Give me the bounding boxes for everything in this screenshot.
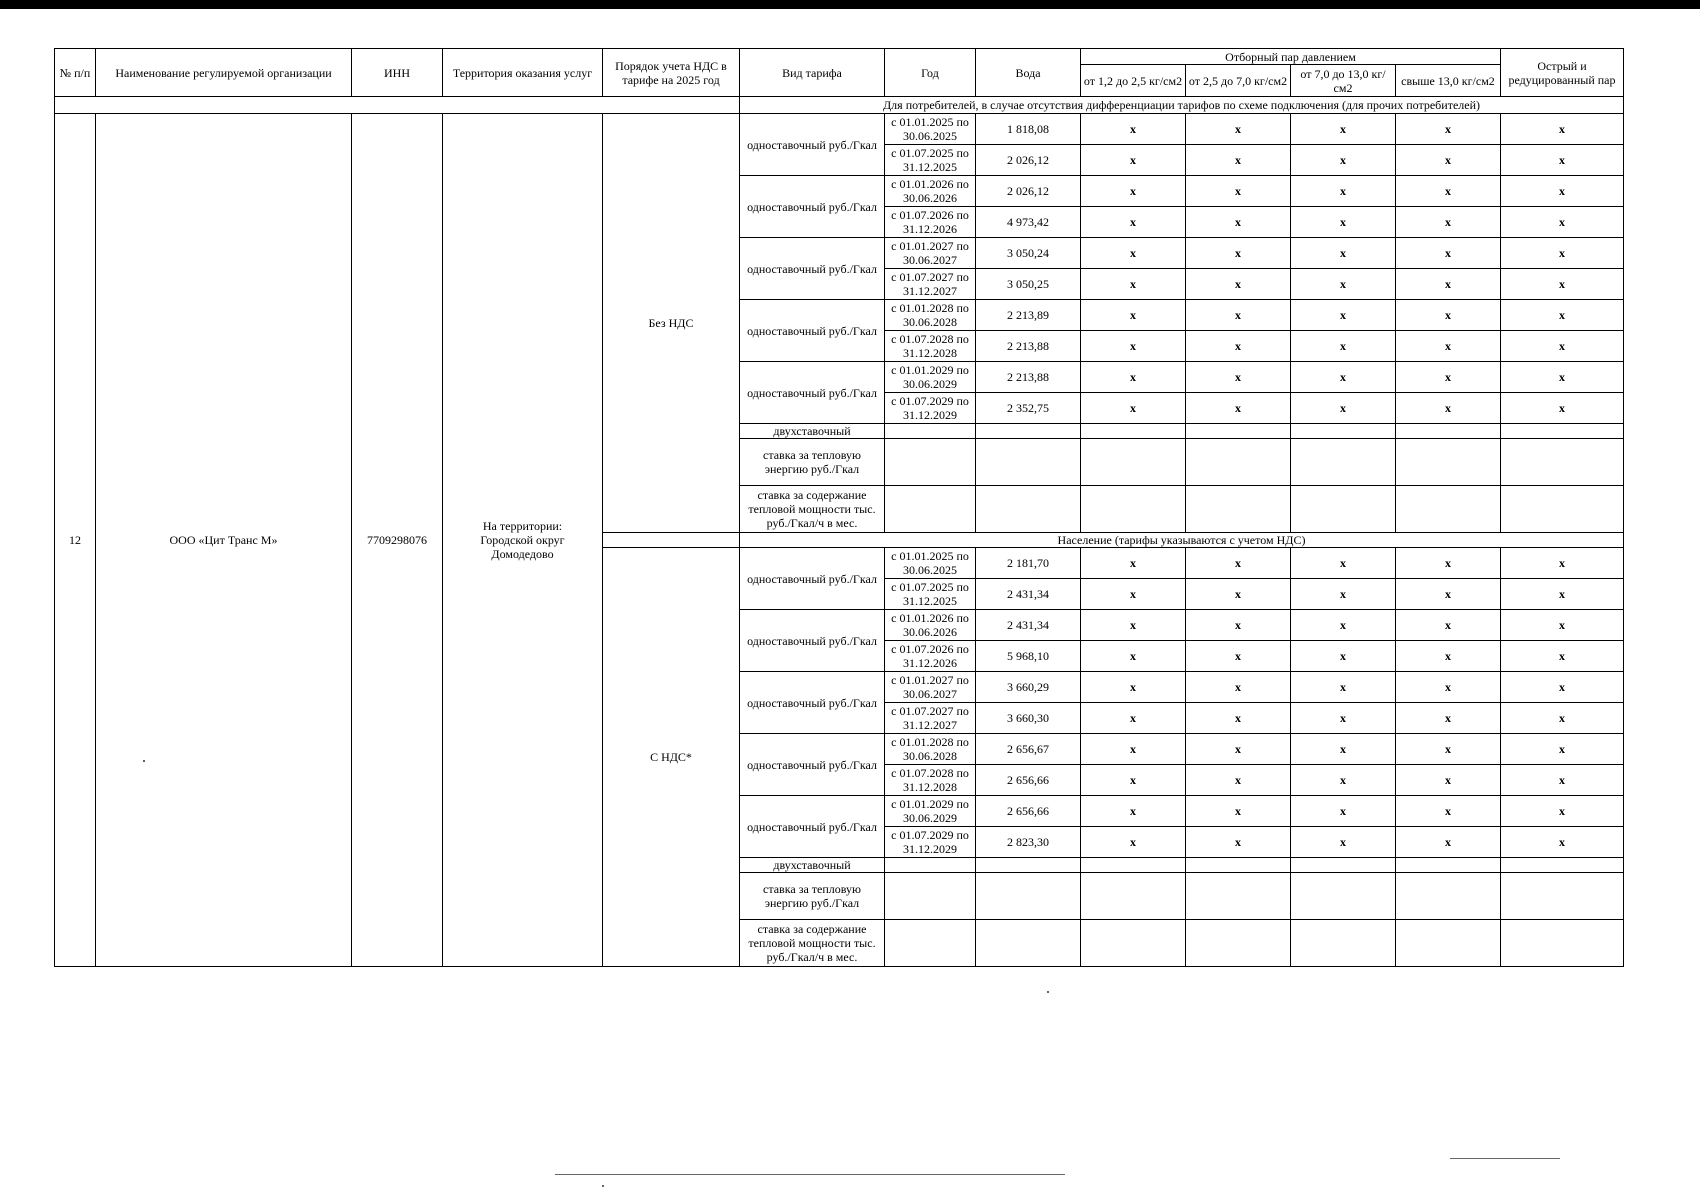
na-mark: x [1081, 393, 1186, 424]
na-mark: x [1081, 207, 1186, 238]
na-mark: x [1186, 827, 1291, 858]
period-cell: с 01.01.2025 по 30.06.2025 [885, 548, 976, 579]
empty-cell [1396, 920, 1501, 967]
water-value: 2 656,67 [976, 734, 1081, 765]
scan-artifact-dot [602, 1185, 604, 1187]
empty-cell [1081, 920, 1186, 967]
na-mark: x [1396, 641, 1501, 672]
empty-cell [1396, 439, 1501, 486]
na-mark: x [1081, 269, 1186, 300]
na-mark: x [1501, 641, 1624, 672]
na-mark: x [1186, 145, 1291, 176]
empty-cell [885, 486, 976, 533]
na-mark: x [1501, 362, 1624, 393]
period-cell: с 01.07.2027 по 31.12.2027 [885, 269, 976, 300]
header-steam-group: Отборный пар давлением [1081, 49, 1501, 65]
na-mark: x [1501, 765, 1624, 796]
scan-artifact-line [1450, 1158, 1560, 1159]
na-mark: x [1396, 362, 1501, 393]
vat-label-section_population: С НДС* [603, 548, 740, 967]
water-value: 3 660,30 [976, 703, 1081, 734]
na-mark: x [1186, 362, 1291, 393]
header-pressure-2: от 2,5 до 7,0 кг/см2 [1186, 65, 1291, 97]
water-value: 3 050,24 [976, 238, 1081, 269]
na-mark: x [1291, 641, 1396, 672]
na-mark: x [1186, 269, 1291, 300]
na-mark: x [1396, 734, 1501, 765]
header-org: Наименование регулируемой организации [96, 49, 352, 97]
empty-cell [1396, 873, 1501, 920]
na-mark: x [1501, 300, 1624, 331]
na-mark: x [1081, 827, 1186, 858]
na-mark: x [1081, 176, 1186, 207]
scan-artifact-dot [1047, 991, 1049, 993]
na-mark: x [1081, 145, 1186, 176]
water-value: 2 213,88 [976, 331, 1081, 362]
na-mark: x [1501, 269, 1624, 300]
period-cell: с 01.01.2029 по 30.06.2029 [885, 796, 976, 827]
period-cell: с 01.01.2027 по 30.06.2027 [885, 238, 976, 269]
na-mark: x [1501, 176, 1624, 207]
water-value: 2 431,34 [976, 579, 1081, 610]
tariff-type-one-part: одноставочный руб./Гкал [740, 796, 885, 858]
na-mark: x [1291, 207, 1396, 238]
section-spacer [55, 97, 740, 114]
header-inn: ИНН [352, 49, 443, 97]
na-mark: x [1291, 734, 1396, 765]
na-mark: x [1291, 176, 1396, 207]
na-mark: x [1396, 579, 1501, 610]
header-year: Год [885, 49, 976, 97]
na-mark: x [1501, 734, 1624, 765]
na-mark: x [1081, 362, 1186, 393]
empty-cell [1081, 439, 1186, 486]
na-mark: x [1291, 269, 1396, 300]
period-cell: с 01.07.2026 по 31.12.2026 [885, 207, 976, 238]
empty-cell [1186, 424, 1291, 439]
na-mark: x [1186, 796, 1291, 827]
empty-cell [1186, 873, 1291, 920]
empty-cell [1186, 858, 1291, 873]
na-mark: x [1396, 145, 1501, 176]
period-cell: с 01.07.2025 по 31.12.2025 [885, 145, 976, 176]
empty-cell [1396, 858, 1501, 873]
na-mark: x [1501, 114, 1624, 145]
na-mark: x [1291, 703, 1396, 734]
tariff-type-one-part: одноставочный руб./Гкал [740, 114, 885, 176]
period-cell: с 01.07.2025 по 31.12.2025 [885, 579, 976, 610]
na-mark: x [1396, 176, 1501, 207]
empty-cell [885, 439, 976, 486]
na-mark: x [1291, 827, 1396, 858]
tariff-type-one-part: одноставочный руб./Гкал [740, 734, 885, 796]
empty-cell [1501, 486, 1624, 533]
na-mark: x [1186, 641, 1291, 672]
empty-cell [1291, 439, 1396, 486]
na-mark: x [1186, 548, 1291, 579]
period-cell: с 01.01.2028 по 30.06.2028 [885, 300, 976, 331]
header-territory: Территория оказания услуг [443, 49, 603, 97]
na-mark: x [1501, 393, 1624, 424]
period-cell: с 01.07.2029 по 31.12.2029 [885, 393, 976, 424]
na-mark: x [1186, 765, 1291, 796]
water-value: 2 656,66 [976, 796, 1081, 827]
scan-top-border [0, 0, 1700, 9]
na-mark: x [1186, 176, 1291, 207]
na-mark: x [1081, 331, 1186, 362]
na-mark: x [1291, 114, 1396, 145]
empty-cell [1501, 920, 1624, 967]
na-mark: x [1396, 238, 1501, 269]
na-mark: x [1081, 579, 1186, 610]
na-mark: x [1291, 300, 1396, 331]
na-mark: x [1186, 703, 1291, 734]
capacity-rate-label: ставка за содержание тепловой мощности тыс. руб./Гкал/ч в мес. [740, 486, 885, 533]
water-value: 4 973,42 [976, 207, 1081, 238]
na-mark: x [1396, 300, 1501, 331]
tariff-type-two-part: двухставочный [740, 424, 885, 439]
energy-rate-label: ставка за тепловую энергию руб./Гкал [740, 873, 885, 920]
empty-cell [885, 873, 976, 920]
header-water: Вода [976, 49, 1081, 97]
na-mark: x [1081, 114, 1186, 145]
water-value: 2 181,70 [976, 548, 1081, 579]
period-cell: с 01.07.2029 по 31.12.2029 [885, 827, 976, 858]
na-mark: x [1081, 734, 1186, 765]
empty-cell [1186, 486, 1291, 533]
na-mark: x [1291, 548, 1396, 579]
empty-cell [1396, 486, 1501, 533]
na-mark: x [1396, 703, 1501, 734]
scan-artifact-line [555, 1174, 1065, 1175]
na-mark: x [1291, 765, 1396, 796]
empty-cell [885, 424, 976, 439]
period-cell: с 01.07.2027 по 31.12.2027 [885, 703, 976, 734]
water-value: 2 656,66 [976, 765, 1081, 796]
empty-cell [1501, 424, 1624, 439]
empty-cell [1081, 858, 1186, 873]
water-value: 2 823,30 [976, 827, 1081, 858]
na-mark: x [1501, 331, 1624, 362]
tariff-type-one-part: одноставочный руб./Гкал [740, 548, 885, 610]
na-mark: x [1186, 300, 1291, 331]
header-pressure-1: от 1,2 до 2,5 кг/см2 [1081, 65, 1186, 97]
na-mark: x [1291, 610, 1396, 641]
na-mark: x [1186, 579, 1291, 610]
na-mark: x [1081, 238, 1186, 269]
na-mark: x [1396, 610, 1501, 641]
empty-cell [1081, 873, 1186, 920]
tariff-type-one-part: одноставочный руб./Гкал [740, 300, 885, 362]
na-mark: x [1081, 641, 1186, 672]
na-mark: x [1501, 207, 1624, 238]
section-title-others: Для потребителей, в случае отсутствия дифференциации тарифов по схеме подключения (для прочих потребителей) [740, 97, 1624, 114]
tariff-type-one-part: одноставочный руб./Гкал [740, 176, 885, 238]
na-mark: x [1501, 548, 1624, 579]
na-mark: x [1501, 238, 1624, 269]
tariff-type-one-part: одноставочный руб./Гкал [740, 362, 885, 424]
empty-cell [976, 920, 1081, 967]
header-sharp-steam: Острый и редуцированный пар [1501, 49, 1624, 97]
tariff-type-one-part: одноставочный руб./Гкал [740, 672, 885, 734]
territory-value: На территории: Городской округ Домодедово [443, 114, 603, 967]
na-mark: x [1291, 579, 1396, 610]
na-mark: x [1501, 703, 1624, 734]
na-mark: x [1396, 765, 1501, 796]
period-cell: с 01.07.2026 по 31.12.2026 [885, 641, 976, 672]
na-mark: x [1186, 238, 1291, 269]
water-value: 2 026,12 [976, 145, 1081, 176]
empty-cell [976, 873, 1081, 920]
empty-cell [1081, 486, 1186, 533]
na-mark: x [1291, 672, 1396, 703]
water-value: 3 050,25 [976, 269, 1081, 300]
empty-cell [1291, 858, 1396, 873]
scan-artifact-dot [143, 760, 145, 762]
empty-cell [1396, 424, 1501, 439]
empty-cell [1501, 858, 1624, 873]
na-mark: x [1081, 610, 1186, 641]
inn-value: 7709298076 [352, 114, 443, 967]
empty-cell [976, 439, 1081, 486]
period-cell: с 01.01.2026 по 30.06.2026 [885, 176, 976, 207]
na-mark: x [1396, 393, 1501, 424]
org-name: ООО «Цит Транс М» [96, 114, 352, 967]
period-cell: с 01.01.2028 по 30.06.2028 [885, 734, 976, 765]
na-mark: x [1081, 765, 1186, 796]
na-mark: x [1501, 796, 1624, 827]
na-mark: x [1291, 362, 1396, 393]
na-mark: x [1081, 703, 1186, 734]
period-cell: с 01.01.2027 по 30.06.2027 [885, 672, 976, 703]
na-mark: x [1291, 796, 1396, 827]
period-cell: с 01.07.2028 по 31.12.2028 [885, 765, 976, 796]
water-value: 2 431,34 [976, 610, 1081, 641]
tariff-table [54, 48, 1624, 967]
header-tariff-type: Вид тарифа [740, 49, 885, 97]
empty-cell [1291, 424, 1396, 439]
water-value: 5 968,10 [976, 641, 1081, 672]
na-mark: x [1396, 114, 1501, 145]
empty-cell [1186, 439, 1291, 486]
na-mark: x [1291, 145, 1396, 176]
na-mark: x [1186, 672, 1291, 703]
na-mark: x [1501, 610, 1624, 641]
na-mark: x [1186, 734, 1291, 765]
tariff-type-one-part: одноставочный руб./Гкал [740, 238, 885, 300]
empty-cell [885, 920, 976, 967]
na-mark: x [1186, 393, 1291, 424]
na-mark: x [1081, 796, 1186, 827]
empty-cell [1291, 920, 1396, 967]
header-pressure-4: свыше 13,0 кг/см2 [1396, 65, 1501, 97]
header-num: № п/п [55, 49, 96, 97]
water-value: 1 818,08 [976, 114, 1081, 145]
empty-cell [1501, 439, 1624, 486]
empty-cell [976, 858, 1081, 873]
na-mark: x [1186, 114, 1291, 145]
na-mark: x [1396, 796, 1501, 827]
row-number: 12 [55, 114, 96, 967]
tariff-type-one-part: одноставочный руб./Гкал [740, 610, 885, 672]
water-value: 2 352,75 [976, 393, 1081, 424]
na-mark: x [1081, 672, 1186, 703]
section-title-population: Население (тарифы указываются с учетом НДС) [740, 533, 1624, 548]
na-mark: x [1501, 827, 1624, 858]
empty-cell [885, 858, 976, 873]
na-mark: x [1081, 548, 1186, 579]
na-mark: x [1501, 672, 1624, 703]
energy-rate-label: ставка за тепловую энергию руб./Гкал [740, 439, 885, 486]
empty-cell [1291, 486, 1396, 533]
na-mark: x [1291, 393, 1396, 424]
water-value: 2 213,89 [976, 300, 1081, 331]
tariff-type-two-part: двухставочный [740, 858, 885, 873]
water-value: 3 660,29 [976, 672, 1081, 703]
na-mark: x [1396, 331, 1501, 362]
water-value: 2 026,12 [976, 176, 1081, 207]
section-spacer [603, 533, 740, 548]
na-mark: x [1291, 238, 1396, 269]
na-mark: x [1396, 207, 1501, 238]
na-mark: x [1291, 331, 1396, 362]
na-mark: x [1396, 827, 1501, 858]
na-mark: x [1186, 610, 1291, 641]
empty-cell [1291, 873, 1396, 920]
na-mark: x [1186, 331, 1291, 362]
na-mark: x [1396, 269, 1501, 300]
header-vat: Порядок учета НДС в тарифе на 2025 год [603, 49, 740, 97]
vat-label-section_others: Без НДС [603, 114, 740, 533]
na-mark: x [1396, 672, 1501, 703]
empty-cell [976, 486, 1081, 533]
period-cell: с 01.07.2028 по 31.12.2028 [885, 331, 976, 362]
capacity-rate-label: ставка за содержание тепловой мощности тыс. руб./Гкал/ч в мес. [740, 920, 885, 967]
na-mark: x [1396, 548, 1501, 579]
empty-cell [976, 424, 1081, 439]
water-value: 2 213,88 [976, 362, 1081, 393]
period-cell: с 01.01.2025 по 30.06.2025 [885, 114, 976, 145]
na-mark: x [1186, 207, 1291, 238]
na-mark: x [1501, 579, 1624, 610]
empty-cell [1186, 920, 1291, 967]
period-cell: с 01.01.2026 по 30.06.2026 [885, 610, 976, 641]
na-mark: x [1501, 145, 1624, 176]
empty-cell [1081, 424, 1186, 439]
period-cell: с 01.01.2029 по 30.06.2029 [885, 362, 976, 393]
header-pressure-3: от 7,0 до 13,0 кг/см2 [1291, 65, 1396, 97]
empty-cell [1501, 873, 1624, 920]
na-mark: x [1081, 300, 1186, 331]
